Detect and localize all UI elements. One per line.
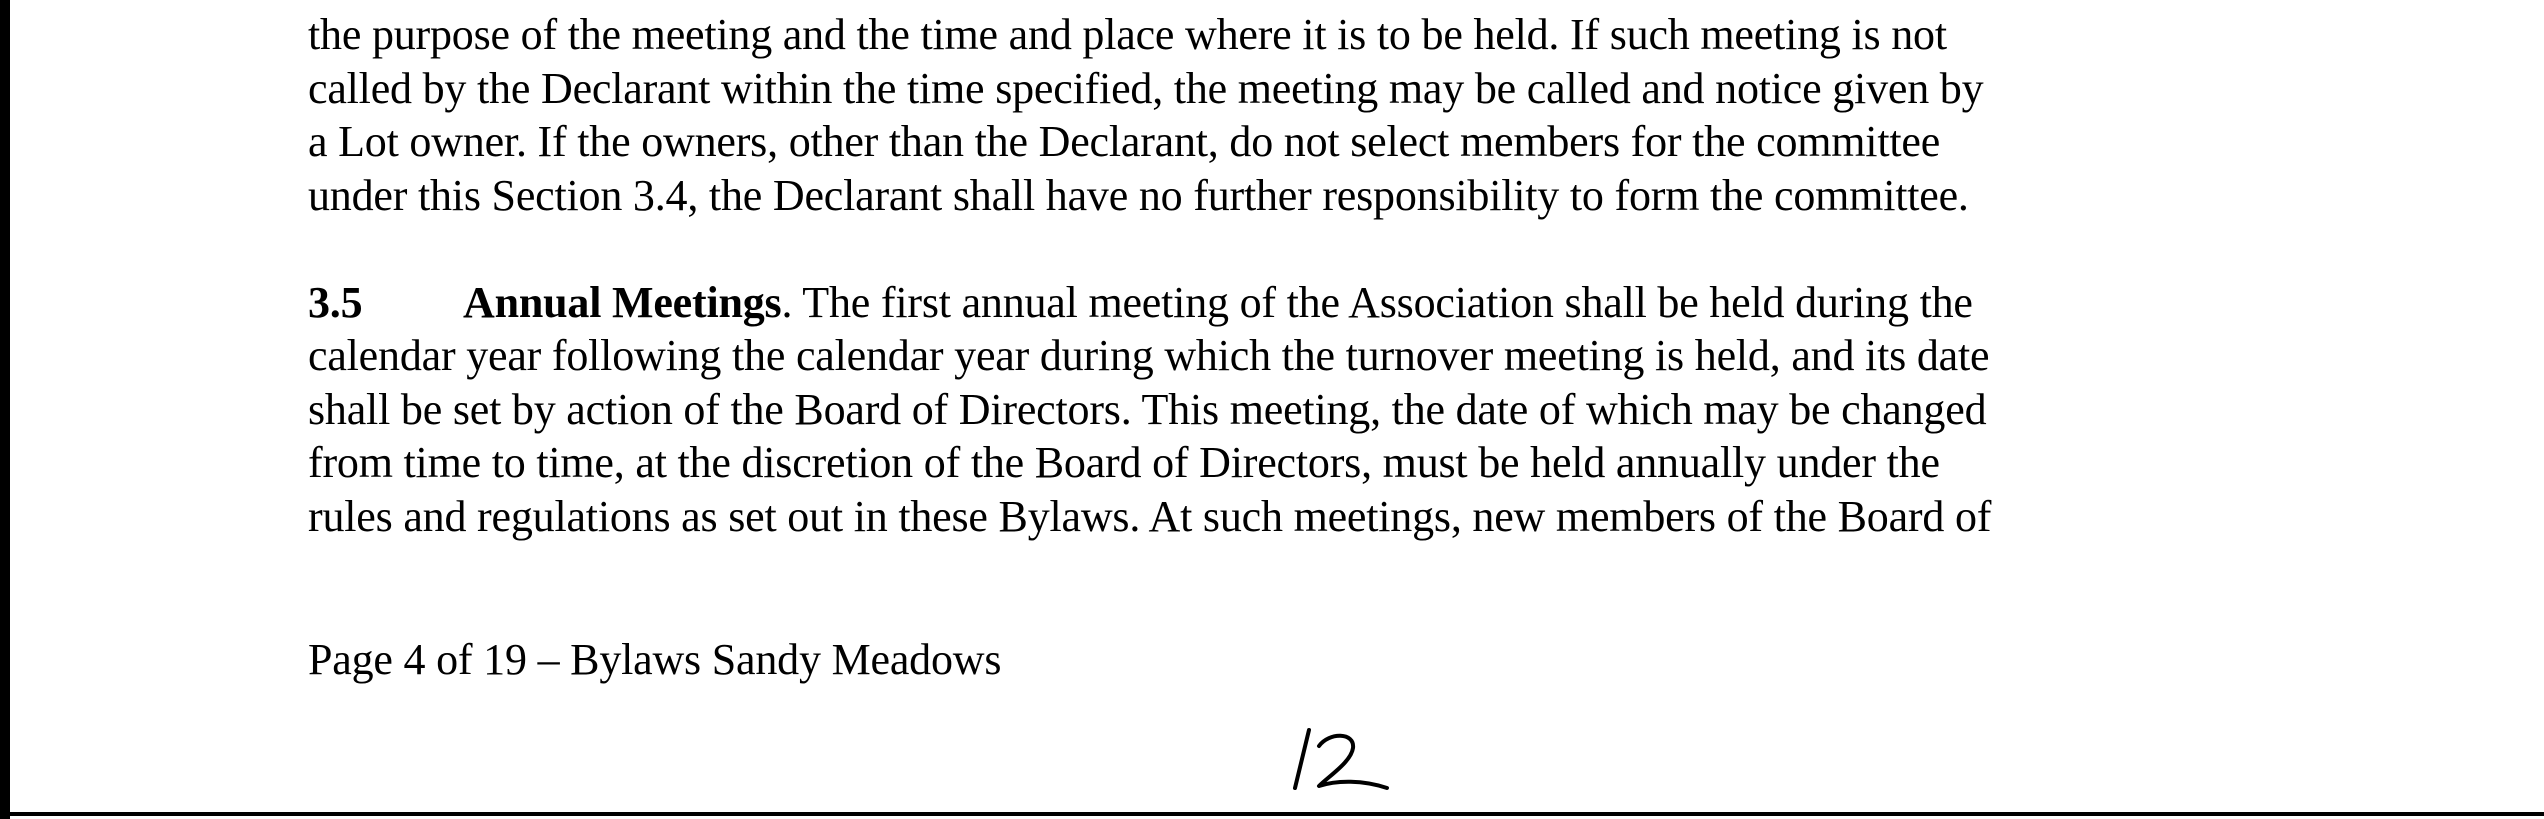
body-line: rules and regulations as set out in these Bylaws. At such meetings, new members of the Board of [308, 491, 1992, 541]
bottom-border [0, 812, 2544, 816]
section-heading-line [308, 276, 2508, 330]
paragraph-gap [308, 222, 2508, 276]
body-line: the purpose of the meeting and the time and place where it is to be held. If such meeting is not [308, 10, 1947, 59]
handwritten-page-number [1285, 718, 1395, 798]
body-line: from time to time, at the discretion of the Board of Directors, must be held annually under the [308, 438, 1940, 487]
section-first-line-text: . The first annual meeting of the Association shall be held during the [781, 277, 1973, 327]
body-line: under this Section 3.4, the Declarant shall have no further responsibility to form the committee. [308, 170, 1969, 220]
page-footer: Page 4 of 19 – Bylaws Sandy Meadows [308, 635, 1002, 684]
document-body [308, 8, 2508, 543]
section-title: Annual Meetings [463, 277, 782, 327]
body-line: shall be set by action of the Board of Directors. This meeting, the date of which may be changed [308, 384, 1987, 434]
body-line: called by the Declarant within the time specified, the meeting may be called and notice given by [308, 63, 1984, 113]
scan-left-edge [0, 0, 10, 819]
body-line: calendar year following the calendar year during which the turnover meeting is held, and its date [308, 331, 1990, 380]
body-line: a Lot owner. If the owners, other than the Declarant, do not select members for the committee [308, 117, 1941, 166]
section-number: 3.5 [308, 277, 363, 327]
